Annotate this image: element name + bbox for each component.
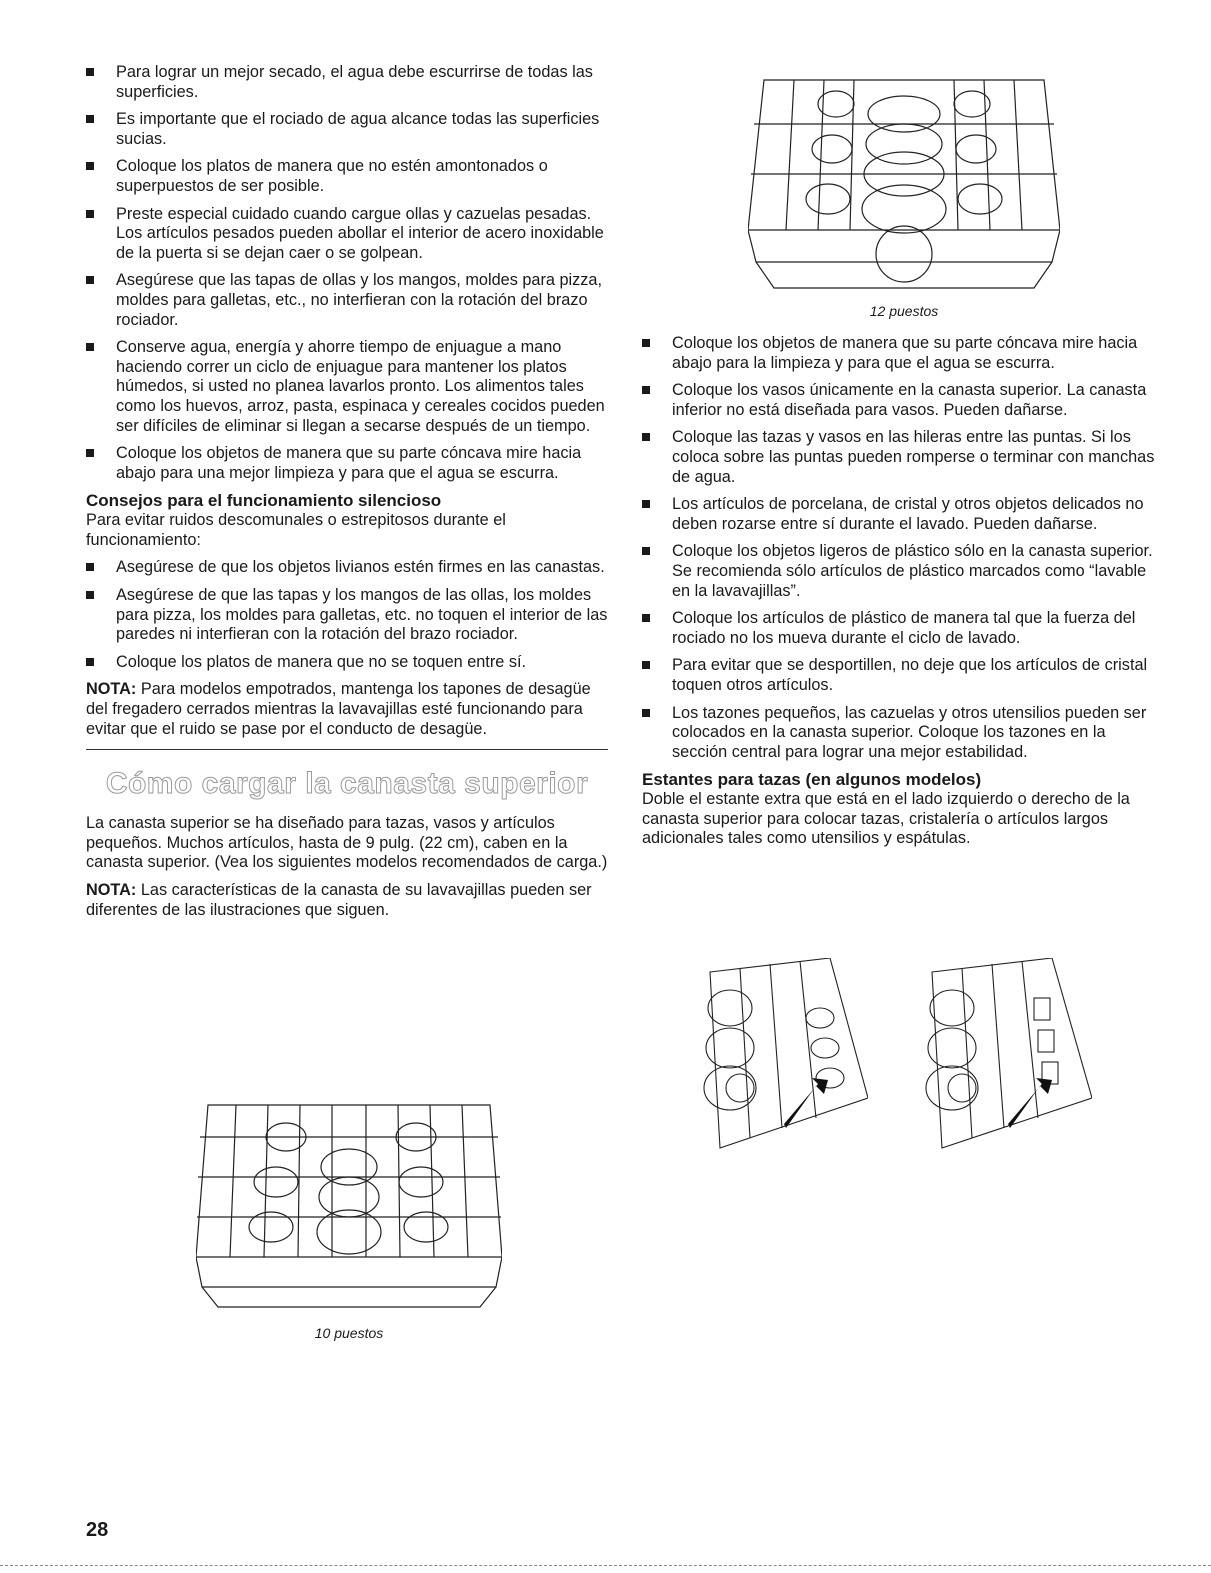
bullet-icon — [86, 68, 94, 76]
bullet-icon — [642, 547, 650, 555]
section-title: Cómo cargar la canasta superior — [105, 767, 589, 801]
bullet-icon — [86, 210, 94, 218]
list-item: Asegúrese de que las tapas y los mangos de las ollas, los moldes para pizza, los moldes para galletas, etc. no toquen el interior de las paredes ni interfieran con la rotación del brazo rociador. — [86, 586, 608, 645]
bullet-icon — [642, 339, 650, 347]
list-item: Preste especial cuidado cuando cargue ollas y cazuelas pesadas. Los artículos pesados pueden abollar el interior de acero inoxidable de la puerta si se dejan caer o se golpean. — [86, 205, 608, 264]
cup-shelves-heading: Estantes para tazas (en algunos modelos) — [642, 770, 982, 790]
quiet-note — [86, 680, 608, 739]
bullet-icon — [642, 709, 650, 717]
list-item: Coloque las tazas y vasos en las hileras entre las puntas. Si los coloca sobre las puntas pueden romperse o terminar con manchas de agua. — [642, 428, 1162, 487]
note-text: Para modelos empotrados, mantenga los tapones de desagüe del fregadero cerrados mientras la lavavajillas esté funcionando para evitar que el ruido se pase por el conducto de desagüe. — [86, 680, 591, 738]
bullet-icon — [86, 115, 94, 123]
cup-shelf-illustration — [922, 958, 1092, 1154]
upper-rack-tips-list — [642, 334, 1162, 762]
bullet-icon — [642, 386, 650, 394]
list-item: Para lograr un mejor secado, el agua debe escurrirse de todas las superficies. — [86, 63, 608, 102]
note-text: Las características de la canasta de su lavavajillas pueden ser diferentes de las ilustraciones que siguen. — [86, 881, 592, 919]
list-item: Conserve agua, energía y ahorre tiempo de enjuague a mano haciendo correr un ciclo de enjuague para mantener los platos húmedos, si usted no planea lavarlos pronto. Los alimentos tales como los huevos, arroz, pasta, espinaca y cereales cocidos pueden ser difíciles de eliminar si llegan a secarse después de un tiempo. — [86, 338, 608, 436]
cup-shelf-figure-left — [700, 958, 868, 1159]
cup-shelf-figure-right — [922, 958, 1092, 1159]
section-divider — [86, 749, 608, 750]
bullet-icon — [86, 449, 94, 457]
upper-rack-paragraph: La canasta superior se ha diseñado para tazas, vasos y artículos pequeños. Muchos artículos, hasta de 9 pulg. (22 cm), caben en la canasta superior. (Vea los siguientes modelos recomendados de carga.) — [86, 814, 608, 872]
bullet-icon — [86, 343, 94, 351]
list-item: Coloque los vasos únicamente en la canasta superior. La canasta inferior no está diseñada para vasos. Pueden dañarse. — [642, 381, 1162, 420]
bullet-icon — [86, 276, 94, 284]
cup-shelf-illustration — [700, 958, 868, 1154]
bullet-icon — [642, 433, 650, 441]
bullet-icon — [642, 661, 650, 669]
list-item: Los tazones pequeños, las cazuelas y otros utensilios pueden ser colocados en la canasta superior. Coloque los tazones en la sección central para lograr una mejor estabilidad. — [642, 704, 1162, 763]
rack-10-place-figure — [196, 1097, 502, 1341]
quiet-operation-heading: Consejos para el funcionamiento silencioso — [86, 491, 442, 511]
bullet-icon — [86, 563, 94, 571]
bullet-icon — [86, 591, 94, 599]
list-item: Para evitar que se desportillen, no deje que los artículos de cristal toquen otros artículos. — [642, 656, 1162, 695]
upper-rack-note — [86, 881, 608, 920]
list-item: Coloque los objetos ligeros de plástico sólo en la canasta superior. Se recomienda sólo artículos de plástico marcados como “lavable en la lavavajillas”. — [642, 542, 1162, 601]
list-item: Coloque los platos de manera que no se toquen entre sí. — [86, 653, 608, 673]
note-label: NOTA: — [86, 881, 137, 899]
left-column — [86, 0, 608, 928]
rack-10-place-illustration — [196, 1097, 502, 1312]
list-item: Coloque los platos de manera que no estén amontonados o superpuestos de ser posible. — [86, 157, 608, 196]
page-number: 28 — [86, 1519, 109, 1541]
figure-caption: 10 puestos — [314, 1325, 384, 1341]
loading-tips-list — [86, 63, 608, 483]
list-item: Es importante que el rociado de agua alcance todas las superficies sucias. — [86, 110, 608, 149]
right-column — [642, 334, 1162, 857]
note-label: NOTA: — [86, 680, 137, 699]
list-item: Asegúrese de que los objetos livianos estén firmes en las canastas. — [86, 558, 608, 578]
cup-shelves-text: Doble el estante extra que está en el lado izquierdo o derecho de la canasta superior para colocar tazas, cristalería o artículos largos adicionales tales como utensilios y espátulas. — [642, 790, 1130, 848]
bullet-icon — [86, 658, 94, 666]
quiet-intro: Para evitar ruidos descomunales o estrepitosos durante el funcionamiento: — [86, 511, 506, 549]
bullet-icon — [642, 614, 650, 622]
list-item: Los artículos de porcelana, de cristal y otros objetos delicados no deben rozarse entre sí durante el lavado. Pueden dañarse. — [642, 495, 1162, 534]
list-item: Coloque los objetos de manera que su parte cóncava mire hacia abajo para la limpieza y para que el agua se escurra. — [642, 334, 1162, 373]
list-item: Coloque los objetos de manera que su parte cóncava mire hacia abajo para una mejor limpieza y para que el agua se escurra. — [86, 444, 608, 483]
figure-caption: 12 puestos — [869, 303, 939, 319]
bullet-icon — [86, 162, 94, 170]
rack-12-place-illustration — [748, 74, 1060, 292]
list-item: Coloque los artículos de plástico de manera tal que la fuerza del rociado no los mueva durante el ciclo de lavado. — [642, 609, 1162, 648]
page-bottom-edge — [0, 1565, 1211, 1566]
quiet-tips-list — [86, 558, 608, 672]
rack-12-place-figure — [748, 74, 1060, 319]
bullet-icon — [642, 500, 650, 508]
list-item: Asegúrese que las tapas de ollas y los mangos, moldes para pizza, moldes para galletas, etc., no interfieran con la rotación del brazo rociador. — [86, 271, 608, 330]
